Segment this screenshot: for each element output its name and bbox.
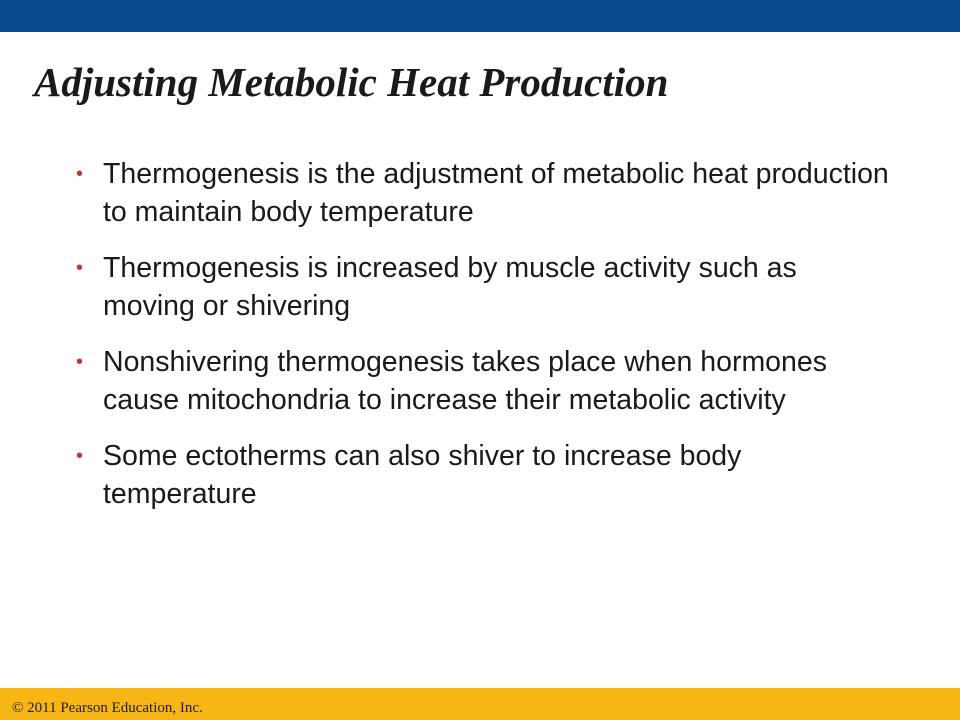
bullet-text: Thermogenesis is the adjustment of metabolic heat production to maintain body temperature — [103, 158, 889, 228]
bullet-marker: • — [76, 163, 84, 185]
bullet-item — [76, 249, 896, 325]
bullet-marker: • — [76, 257, 84, 279]
top-banner — [0, 0, 960, 32]
footer-banner — [0, 688, 960, 720]
bullet-item — [76, 437, 896, 513]
bullet-list — [76, 155, 896, 531]
bullet-item — [76, 155, 896, 231]
bullet-marker: • — [76, 445, 84, 467]
bullet-item — [76, 343, 896, 419]
bullet-marker: • — [76, 351, 84, 373]
bullet-text: Some ectotherms can also shiver to increase body temperature — [103, 440, 742, 510]
copyright-notice: © 2011 Pearson Education, Inc. — [12, 700, 203, 716]
bullet-text: Thermogenesis is increased by muscle activity such as moving or shivering — [103, 252, 797, 322]
slide-title: Adjusting Metabolic Heat Production — [34, 59, 669, 105]
bullet-text: Nonshivering thermogenesis takes place when hormones cause mitochondria to increase their metabolic activity — [103, 346, 827, 416]
